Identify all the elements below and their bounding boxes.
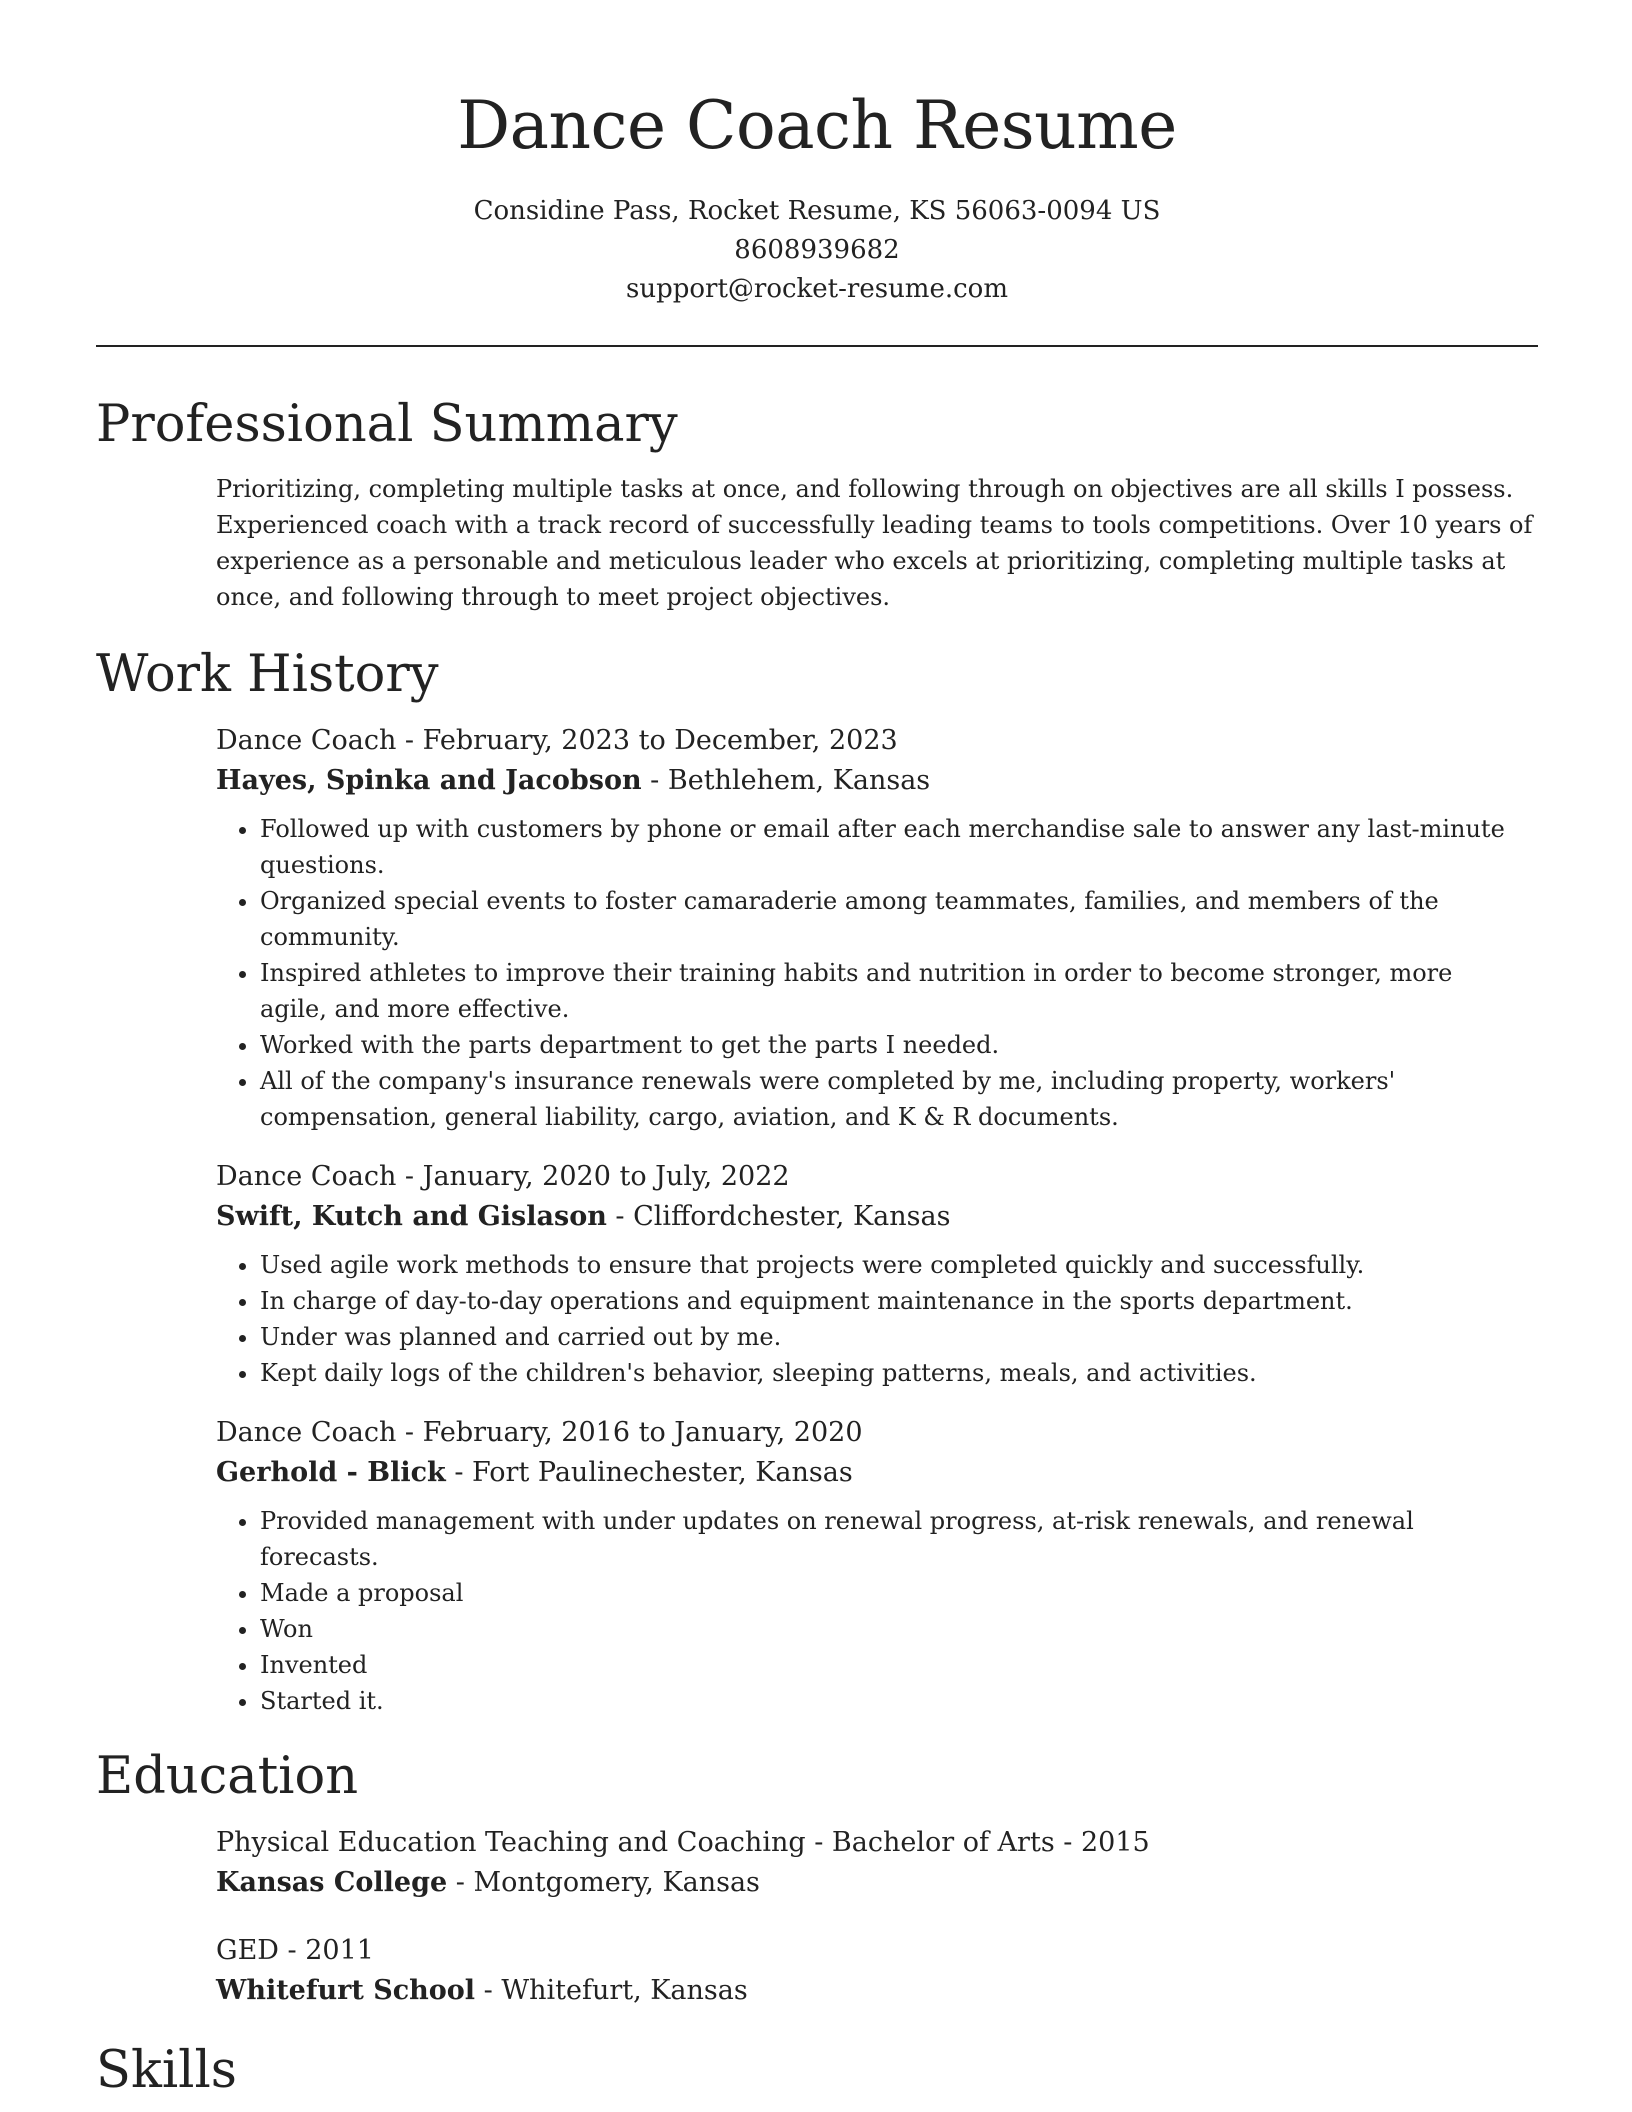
- summary-text: Prioritizing, completing multiple tasks at once, and following through on objectives are all skills I possess. Experienced coach with a track record of successfully leading teams to tools competitions. Over 10 years of experience as a personable and meticulous leader who excels at prioritizing, completing multiple tasks at once, and following through to meet project objectives.: [216, 475, 1533, 611]
- job-location: Cliffordchester, Kansas: [633, 1201, 951, 1232]
- list-item: • Invented: [260, 1647, 1512, 1683]
- education-school: Kansas College: [216, 1867, 448, 1898]
- job-entry: [216, 1157, 1538, 1391]
- page-title: Dance Coach Resume: [457, 87, 1177, 164]
- section-title-education: Education: [96, 1747, 359, 1806]
- professional-summary-section: [96, 393, 1538, 615]
- skills-section: [96, 2039, 1538, 2103]
- list-item: • Started it.: [260, 1683, 1512, 1719]
- education-degree-line: GED - 2011: [216, 1935, 374, 1966]
- job-title-line: Dance Coach - February, 2023 to December, 2023: [216, 725, 898, 756]
- list-item: • Kept daily logs of the children's behavior, sleeping patterns, meals, and activities.: [260, 1355, 1512, 1391]
- list-item: • Provided management with under updates on renewal progress, at-risk renewals, and renewal forecasts.: [260, 1503, 1512, 1575]
- job-dates: February, 2016 to January, 2020: [422, 1417, 863, 1448]
- list-item: • Made a proposal: [260, 1575, 1512, 1611]
- address: Considine Pass, Rocket Resume, KS 56063-0094 US: [473, 196, 1161, 226]
- education-degree-line: Physical Education Teaching and Coaching - Bachelor of Arts - 2015: [216, 1827, 1150, 1858]
- education-school-line: Whitefurt School - Whitefurt, Kansas: [216, 1975, 748, 2006]
- section-title-summary: Professional Summary: [96, 395, 678, 454]
- list-item: • Used agile work methods to ensure that projects were completed quickly and successfully.: [260, 1247, 1512, 1283]
- list-item: • In charge of day-to-day operations and equipment maintenance in the sports department.: [260, 1283, 1512, 1319]
- job-company: Hayes, Spinka and Jacobson: [216, 765, 642, 796]
- job-entry: [216, 721, 1538, 1135]
- job-dates: January, 2020 to July, 2022: [422, 1161, 790, 1192]
- job-position: Dance Coach: [216, 1161, 397, 1192]
- job-position: Dance Coach: [216, 1417, 397, 1448]
- resume-header: [96, 0, 1538, 309]
- job-company-line: Hayes, Spinka and Jacobson - Bethlehem, Kansas: [216, 765, 931, 796]
- education-year: 2015: [1080, 1827, 1150, 1858]
- job-duties-list: [216, 1247, 1538, 1391]
- education-field: Physical Education Teaching and Coaching: [216, 1827, 806, 1858]
- job-entry: [216, 1413, 1538, 1719]
- work-history-section: [96, 643, 1538, 1719]
- resume-page: [96, 0, 1538, 2103]
- list-item: • Won: [260, 1611, 1512, 1647]
- job-title-line: Dance Coach - February, 2016 to January, 2020: [216, 1417, 863, 1448]
- email-address: support@rocket-resume.com: [625, 274, 1008, 304]
- job-location: Fort Paulinechester, Kansas: [472, 1457, 853, 1488]
- section-title-skills: Skills: [96, 2041, 237, 2100]
- list-item: • Inspired athletes to improve their training habits and nutrition in order to become stronger, more agile, and more effective.: [260, 955, 1512, 1027]
- phone-number: 8608939682: [734, 235, 900, 265]
- list-item: • Followed up with customers by phone or email after each merchandise sale to answer any last-minute questions.: [260, 811, 1512, 883]
- job-dates: February, 2023 to December, 2023: [422, 725, 898, 756]
- education-school: Whitefurt School: [216, 1975, 476, 2006]
- education-location: Montgomery, Kansas: [473, 1867, 760, 1898]
- education-location: Whitefurt, Kansas: [501, 1975, 748, 2006]
- education-entry: [216, 1823, 1538, 1903]
- list-item: • Organized special events to foster camaraderie among teammates, families, and members of the community.: [260, 883, 1512, 955]
- job-company-line: Swift, Kutch and Gislason - Cliffordchester, Kansas: [216, 1201, 951, 1232]
- section-title-work-history: Work History: [96, 645, 439, 704]
- education-school-line: Kansas College - Montgomery, Kansas: [216, 1867, 760, 1898]
- education-degree: Bachelor of Arts: [831, 1827, 1055, 1858]
- education-entry: [216, 1931, 1538, 2011]
- job-company: Swift, Kutch and Gislason: [216, 1201, 607, 1232]
- education-degree: GED: [216, 1935, 279, 1966]
- job-company: Gerhold - Blick: [216, 1457, 446, 1488]
- job-company-line: Gerhold - Blick - Fort Paulinechester, Kansas: [216, 1457, 853, 1488]
- list-item: • Worked with the parts department to get the parts I needed.: [260, 1027, 1512, 1063]
- education-year: 2011: [305, 1935, 374, 1966]
- education-section: [96, 1745, 1538, 2011]
- job-title-line: Dance Coach - January, 2020 to July, 2022: [216, 1161, 790, 1192]
- job-location: Bethlehem, Kansas: [667, 765, 931, 796]
- list-item: • Under was planned and carried out by me.: [260, 1319, 1512, 1355]
- header-divider: [96, 345, 1538, 347]
- list-item: • All of the company's insurance renewals were completed by me, including property, workers' compensation, general liability, cargo, aviation, and K & R documents.: [260, 1063, 1512, 1135]
- job-duties-list: [216, 811, 1538, 1135]
- job-position: Dance Coach: [216, 725, 397, 756]
- job-duties-list: [216, 1503, 1538, 1719]
